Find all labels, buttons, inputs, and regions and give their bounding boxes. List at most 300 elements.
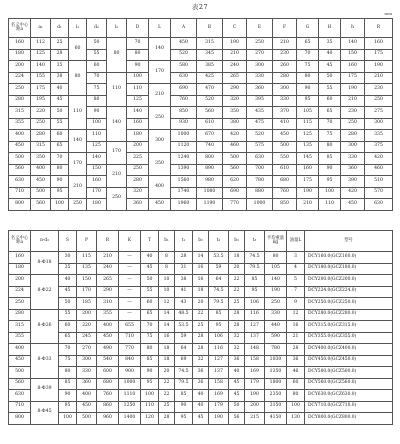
table-cell: 4150 <box>265 413 287 425</box>
table-cell: 85 <box>141 355 159 367</box>
table-cell: 150 <box>87 164 107 176</box>
table-cell: 250 <box>69 199 87 211</box>
table-cell: 250 <box>9 298 31 310</box>
table-cell: 330 <box>247 72 273 84</box>
table-cell: 70 <box>297 49 319 61</box>
table-cell: 80 <box>69 61 87 96</box>
table-cell: 10 <box>159 275 175 287</box>
table-cell: 90 <box>319 164 341 176</box>
table-cell: 575 <box>247 141 273 153</box>
table-cell: 200 <box>9 61 31 73</box>
table-cell: 100 <box>141 390 159 402</box>
table-caption: 表27 <box>191 3 209 11</box>
table-row <box>9 61 393 73</box>
table-cell: 520 <box>171 49 197 61</box>
table-cell: 80 <box>287 390 305 402</box>
table-cell: 85 <box>209 309 229 321</box>
table-row <box>9 321 393 333</box>
table-cell: DCY500.0(GCZ500.0) <box>305 367 393 379</box>
table-row <box>9 378 393 390</box>
table-cell: 560 <box>31 199 51 211</box>
table-cell: 112 <box>31 38 51 50</box>
table-cell: 40 <box>193 401 209 413</box>
table-cell: 185 <box>77 298 97 310</box>
table-cell: 28 <box>159 413 175 425</box>
table-cell: 540 <box>97 355 119 367</box>
table-cell: 355 <box>9 118 31 130</box>
table-cell: 1250 <box>119 401 141 413</box>
table-cell: 630 <box>365 199 393 211</box>
table-row <box>9 309 393 321</box>
table-cell: 22 <box>193 309 209 321</box>
table-cell: 280 <box>273 72 297 84</box>
table-cell: 710 <box>119 332 141 344</box>
table-cell: DCY450.0(GCZ450.0) <box>305 355 393 367</box>
table-cell: 320 <box>127 187 149 199</box>
table-cell: 50 <box>319 72 341 84</box>
table-cell: 1110 <box>119 390 141 402</box>
table-cell: 41 <box>175 286 193 298</box>
table-cell: 90 <box>51 176 69 188</box>
table-cell: — <box>119 275 141 287</box>
table-row <box>9 95 393 107</box>
table-row <box>9 118 393 130</box>
table-cell: 115 <box>297 118 319 130</box>
table-cell: 360 <box>77 378 97 390</box>
table-cell: 880 <box>247 187 273 199</box>
table-cell: 300 <box>247 61 273 73</box>
table-cell: 22 <box>159 378 175 390</box>
table-cell: 90 <box>297 84 319 96</box>
table-cell: DCY280.0(GCZ280.0) <box>305 309 393 321</box>
table-cell: 28 <box>229 321 245 333</box>
table-cell: 400 <box>149 176 171 199</box>
table-cell: — <box>119 298 141 310</box>
table-cell: DCY224.0(GCZ224.0) <box>305 286 393 298</box>
table-cell: 400 <box>97 321 119 333</box>
unit-note: mm <box>384 11 392 16</box>
table-cell: 4 <box>287 263 305 275</box>
table-body <box>9 38 393 211</box>
table-row <box>9 263 393 275</box>
table-cell: 500 <box>223 153 247 165</box>
table-cell: 70 <box>127 38 149 50</box>
table-cell: 116 <box>245 309 265 321</box>
table-cell: 74.5 <box>175 367 193 379</box>
table-cell: 55 <box>319 84 341 96</box>
table-cell: 510 <box>365 176 393 188</box>
table-cell: 20 <box>159 367 175 379</box>
table-cell: 74.5 <box>209 286 229 298</box>
table-cell: 80 <box>51 164 69 176</box>
table-cell: 210 <box>273 38 297 50</box>
table-cell: 670 <box>197 130 223 142</box>
header-cell: b₁ <box>159 231 175 252</box>
table-cell: — <box>119 309 141 321</box>
table-cell: DCY710.0(GCZ710.0) <box>305 401 393 413</box>
table-cell: 170 <box>87 187 107 199</box>
table-cell: 2350 <box>265 390 287 402</box>
header-cell: H <box>319 19 341 38</box>
table-cell: 980 <box>197 176 223 188</box>
table-cell: 190 <box>245 390 265 402</box>
table-cell: 145 <box>297 153 319 165</box>
table-cell: 450 <box>341 199 365 211</box>
table-cell: 36 <box>287 355 305 367</box>
table-cell: 1800 <box>265 378 287 390</box>
table-row <box>9 187 393 199</box>
header-cell: b₂ <box>193 231 209 252</box>
table-cell: 630 <box>171 72 197 84</box>
table-cell: 760 <box>171 95 197 107</box>
table-cell: 315 <box>9 107 31 119</box>
table-cell: 280 <box>9 95 31 107</box>
table-cell: 45 <box>51 95 69 107</box>
table-cell: 8 <box>159 252 175 264</box>
table-cell: 170 <box>77 286 97 298</box>
table-cell: 80 <box>297 72 319 84</box>
table-cell: 210 <box>69 176 87 199</box>
table-row <box>9 252 393 264</box>
table-cell: 125 <box>31 49 51 61</box>
table-cell: 3150 <box>265 401 287 413</box>
table-cell: 300 <box>77 355 97 367</box>
table-cell: 475 <box>247 118 273 130</box>
table-cell: 250 <box>265 298 287 310</box>
table-cell: 435 <box>247 107 273 119</box>
table-cell: 55 <box>141 286 159 298</box>
table-cell: 140 <box>87 153 107 165</box>
header-cell: a₁ <box>31 19 51 38</box>
table-cell: 20 <box>193 298 209 310</box>
table-cell: 53.5 <box>175 321 193 333</box>
table-cell: 1240 <box>171 153 197 165</box>
table-cell: 80 <box>141 344 159 356</box>
table-cell: 500 <box>9 153 31 165</box>
table-cell: 100 <box>319 187 341 199</box>
table-cell: 450 <box>149 199 171 211</box>
table-cell: 125 <box>127 95 149 107</box>
table-cell: 500 <box>77 413 97 425</box>
table-cell: 22 <box>229 286 245 298</box>
table-cell: 225 <box>127 153 149 165</box>
table-body <box>9 252 393 425</box>
table-cell: 31 <box>175 263 193 275</box>
table-cell: 375 <box>365 141 393 153</box>
table-cell: DCY160.0(GCZ160.0) <box>305 252 393 264</box>
table-cell: 250 <box>365 95 393 107</box>
table-cell: 28 <box>287 344 305 356</box>
table-cell: 655 <box>119 321 141 333</box>
table-row <box>9 355 393 367</box>
table-cell: 840 <box>119 355 141 367</box>
table-cell: 350 <box>31 153 51 165</box>
table-cell: 1000 <box>171 130 197 142</box>
table-cell: 59 <box>209 263 229 275</box>
table-cell: 28 <box>193 344 209 356</box>
table-row <box>9 49 393 61</box>
table-cell: 195 <box>31 95 51 107</box>
header-cell: n-d₃ <box>31 231 59 252</box>
table-cell: 1390 <box>171 164 197 176</box>
table-cell: 14 <box>193 252 209 264</box>
table-cell: 46 <box>287 367 305 379</box>
table-cell: 190 <box>341 84 365 96</box>
dimension-table-upper <box>8 18 393 211</box>
table-cell: 90 <box>87 107 107 119</box>
table-cell: 135 <box>297 141 319 153</box>
table-cell: 18 <box>159 355 175 367</box>
table-cell: 120 <box>141 413 159 425</box>
header-cell: L <box>149 19 171 38</box>
table-cell: 75 <box>297 61 319 73</box>
table-cell: 310 <box>97 298 119 310</box>
table-cell: 79.5 <box>209 298 229 310</box>
table-cell: 70 <box>59 344 77 356</box>
table-cell: 450 <box>97 332 119 344</box>
table-cell: 80 <box>59 367 77 379</box>
table-cell: 21 <box>287 332 305 344</box>
table-cell: 30 <box>59 252 77 264</box>
table-cell: 75 <box>141 332 159 344</box>
table-row <box>9 164 393 176</box>
table-cell: 55 <box>87 49 107 61</box>
table-cell: 560 <box>223 164 247 176</box>
table-cell: 106 <box>209 332 229 344</box>
table-cell: 385 <box>197 61 223 73</box>
table-cell: 100 <box>87 118 107 130</box>
table-cell: 70 <box>141 321 159 333</box>
table-cell: 160 <box>297 164 319 176</box>
table-cell: 290 <box>223 84 247 96</box>
table-cell: 32 <box>193 355 209 367</box>
table-cell: 16 <box>193 263 209 275</box>
table-cell: 16 <box>287 321 305 333</box>
table-row <box>9 38 393 50</box>
table-cell: 90 <box>175 401 193 413</box>
table-cell: 8-Φ33 <box>31 344 59 379</box>
table-row <box>9 72 393 84</box>
table-cell: 80 <box>127 49 149 61</box>
table-cell: 116 <box>209 344 229 356</box>
table-cell: 190 <box>223 38 247 50</box>
table-cell: 60 <box>69 38 87 61</box>
table-cell: 45 <box>229 390 245 402</box>
header-cell: C <box>223 19 247 38</box>
table-cell: 137 <box>209 367 229 379</box>
table-cell: 1080 <box>197 187 223 199</box>
table-cell: 690 <box>171 84 197 96</box>
table-cell: 355 <box>97 309 119 321</box>
table-cell: 300 <box>273 84 297 96</box>
table-cell: 65 <box>297 38 319 50</box>
table-cell: 79.5 <box>175 378 193 390</box>
header-cell: h <box>341 19 365 38</box>
table-cell: 45 <box>59 286 77 298</box>
header-cell: l₁ <box>69 19 87 38</box>
table-cell: 215 <box>245 413 265 425</box>
table-row <box>9 199 393 211</box>
table-cell: 500 <box>31 187 51 199</box>
table-cell: 160 <box>9 38 31 50</box>
table-cell: 140 <box>341 38 365 50</box>
header-cell: d₁ <box>51 19 69 38</box>
table-cell: 180 <box>87 199 107 211</box>
table-cell: 38 <box>175 275 193 287</box>
table-cell: 110 <box>319 199 341 211</box>
table-cell: 1120 <box>171 141 197 153</box>
table-cell: 45 <box>319 61 341 73</box>
table-cell: 65 <box>51 141 69 153</box>
table-cell: 40 <box>193 390 209 402</box>
table-cell: 420 <box>365 153 393 165</box>
table-cell: 224 <box>9 72 31 84</box>
table-cell: — <box>119 252 141 264</box>
table-cell: 420 <box>341 187 365 199</box>
table-cell: 155 <box>31 72 51 84</box>
table-cell: 180 <box>127 130 149 142</box>
table-cell: 265 <box>97 275 119 287</box>
table-cell: 20 <box>229 263 245 275</box>
table-cell: 175 <box>31 84 51 96</box>
table-cell: DCY180.0(GCZ180.0) <box>305 263 393 275</box>
table-cell: 160 <box>87 176 107 188</box>
table-cell: 160 <box>365 38 393 50</box>
table-cell: 85 <box>175 390 193 402</box>
table-cell: 1400 <box>119 413 141 425</box>
table-cell: 210 <box>341 95 365 107</box>
table-cell: 800 <box>9 199 31 211</box>
table-cell: 25 <box>193 321 209 333</box>
table-cell: 80 <box>87 95 107 107</box>
table-cell: 95 <box>209 321 229 333</box>
table-cell: 28 <box>229 309 245 321</box>
table-cell: 75 <box>59 355 77 367</box>
table-cell: 7 <box>287 286 305 298</box>
table-cell: 500 <box>273 141 297 153</box>
table-cell: 100 <box>59 413 77 425</box>
table-cell: 680 <box>97 378 119 390</box>
header-cell: t₁ <box>175 231 193 252</box>
table-cell: 280 <box>31 130 51 142</box>
table-cell: 850 <box>171 107 197 119</box>
table-cell: 275 <box>365 107 393 119</box>
header-cell: G <box>297 19 319 38</box>
table-cell: 890 <box>197 164 223 176</box>
table-cell: 220 <box>31 107 51 119</box>
table-cell: 170 <box>107 141 127 164</box>
table-cell: 95 <box>245 286 265 298</box>
table-cell: 60 <box>319 95 341 107</box>
table-cell: 200 <box>127 141 149 153</box>
table-cell: DCY250.0(GCZ250.0) <box>305 298 393 310</box>
table-cell: 250 <box>149 107 171 130</box>
table-cell: 320 <box>223 95 247 107</box>
table-cell: 100 <box>127 72 149 84</box>
table-cell: 65 <box>141 309 159 321</box>
table-cell: 35 <box>51 61 69 73</box>
table-cell: 160 <box>127 118 149 130</box>
table-cell: 550 <box>273 153 297 165</box>
table-cell: 95 <box>141 378 159 390</box>
table-cell: 100 <box>287 401 305 413</box>
table-cell: 150 <box>341 49 365 61</box>
table-cell: 460 <box>223 141 247 153</box>
header-cell: F <box>273 19 297 38</box>
header-cell: R <box>97 231 119 252</box>
table-cell: 64 <box>175 344 193 356</box>
header-cell: t₂ <box>209 231 229 252</box>
table-cell: 127 <box>209 355 229 367</box>
table-cell: 400 <box>31 164 51 176</box>
table-cell: 50 <box>141 275 159 287</box>
table-cell: 770 <box>119 344 141 356</box>
table-cell: 60 <box>51 130 69 142</box>
table-cell: — <box>119 286 141 298</box>
table-cell: DCY200.0(GCZ200.0) <box>305 275 393 287</box>
table-cell: 370 <box>273 107 297 119</box>
table-cell: 74.5 <box>245 252 265 264</box>
table-cell: 8-Φ26 <box>31 309 59 344</box>
header-cell: 平均重量kg <box>265 231 287 252</box>
table-cell: 690 <box>223 187 247 199</box>
table-cell: 630 <box>9 176 31 188</box>
table-cell: 250 <box>31 118 51 130</box>
table-cell: 105 <box>297 107 319 119</box>
table-cell: 610 <box>273 164 297 176</box>
table-cell: 355 <box>9 332 31 344</box>
table-cell: 130 <box>287 413 305 425</box>
table-cell: 250 <box>247 38 273 50</box>
table-cell: 335 <box>365 130 393 142</box>
table-cell: 9 <box>287 298 305 310</box>
table-cell: 59 <box>175 332 193 344</box>
table-cell: 1960 <box>171 199 197 211</box>
table-cell: 345 <box>197 49 223 61</box>
table-cell: 40 <box>51 84 69 96</box>
table-cell: 179 <box>245 378 265 390</box>
table-cell: 180 <box>9 49 31 61</box>
table-cell: 220 <box>77 321 97 333</box>
table-cell: 127 <box>245 321 265 333</box>
table-row <box>9 332 393 344</box>
table-cell: 300 <box>365 118 393 130</box>
table-cell: 170 <box>69 153 87 176</box>
header-cell: 型号 <box>305 231 393 252</box>
table-cell: 960 <box>97 413 119 425</box>
table-cell: 140 <box>127 107 149 119</box>
header-cell: t₃ <box>245 231 265 252</box>
table-header-row <box>9 231 393 252</box>
table-cell: 60 <box>59 321 77 333</box>
table-cell: 53.5 <box>209 252 229 264</box>
table-cell: 610 <box>197 118 223 130</box>
table-cell: DCY400.0(GCZ400.0) <box>305 344 393 356</box>
table-cell: 106 <box>245 298 265 310</box>
table-cell: 80 <box>265 252 287 264</box>
header-cell: P <box>77 231 97 252</box>
table-row <box>9 153 393 165</box>
table-cell: 48.5 <box>175 309 193 321</box>
table-cell: 95 <box>51 187 69 199</box>
table-cell: 14 <box>159 309 175 321</box>
table-cell: 490 <box>97 344 119 356</box>
table-cell: 230 <box>273 49 297 61</box>
table-cell: 115 <box>77 252 97 264</box>
table-cell: 40 <box>141 252 159 264</box>
table-cell: 175 <box>365 49 393 61</box>
table-cell: 175 <box>341 72 365 84</box>
